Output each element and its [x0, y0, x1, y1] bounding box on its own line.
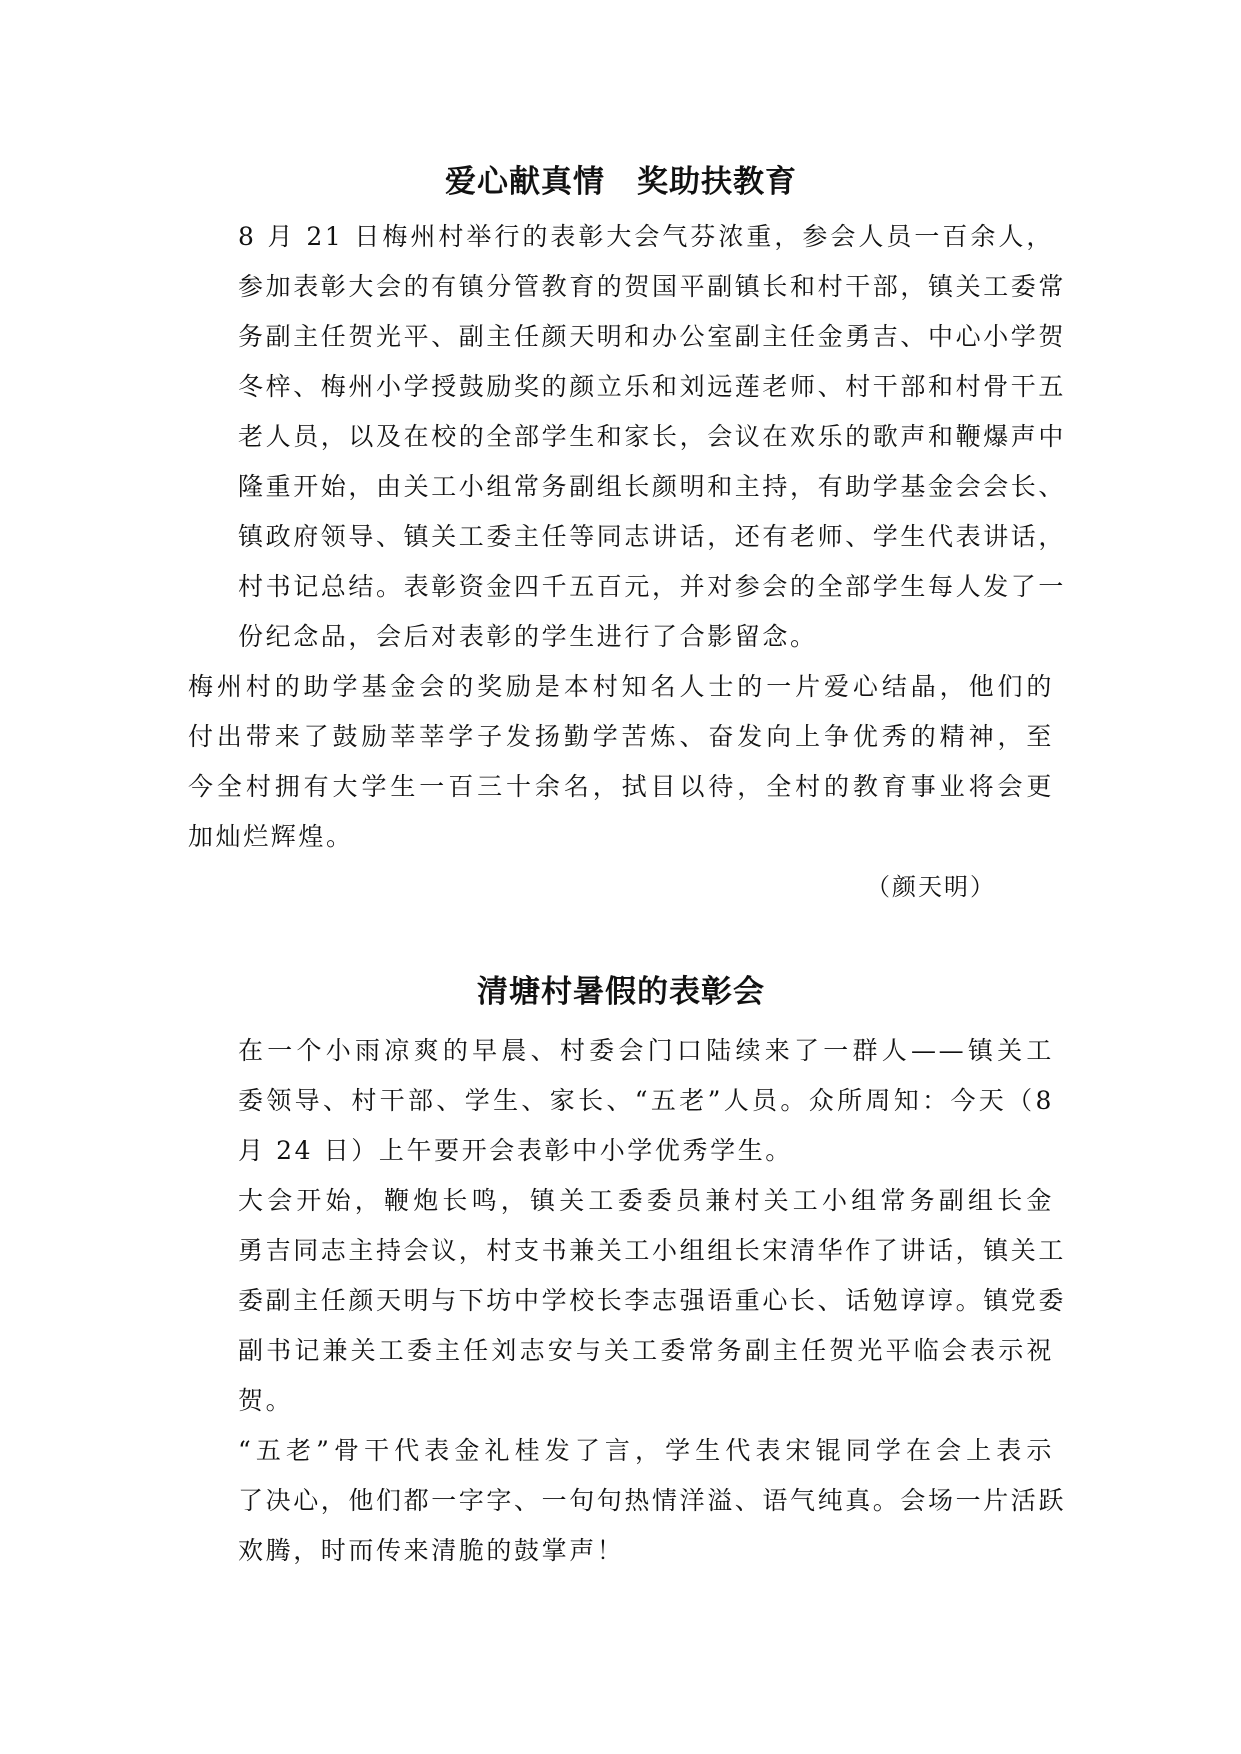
text-line: 月 24 日）上午要开会表彰中小学优秀学生。: [238, 1136, 793, 1165]
text-line: 梅州村的助学基金会的奖励是本村知名人士的一片爱心结晶，他们的: [188, 672, 1054, 701]
article-paragraph: [188, 1176, 1067, 1426]
text-line: 参加表彰大会的有镇分管教育的贺国平副镇长和村干部，镇关工委常: [238, 272, 1067, 301]
text-line: 务副主任贺光平、副主任颜天明和办公室副主任金勇吉、中心小学贺: [238, 322, 1067, 351]
text-line: 在一个小雨凉爽的早晨、村委会门口陆续来了一群人——镇关工: [238, 1036, 1054, 1065]
text-line: 委领导、村干部、学生、家长、“五老”人员。众所周知：今天（8: [238, 1086, 1054, 1115]
text-line: 冬梓、梅州小学授鼓励奖的颜立乐和刘远莲老师、村干部和村骨干五: [238, 372, 1067, 401]
text-line: 副书记兼关工委主任刘志安与关工委常务副主任贺光平临会表示祝: [238, 1336, 1054, 1365]
text-line: 委副主任颜天明与下坊中学校长李志强语重心长、话勉谆谆。镇党委: [238, 1286, 1067, 1315]
text-line: 今全村拥有大学生一百三十余名，拭目以待，全村的教育事业将会更: [188, 772, 1054, 801]
article-title: 爱心献真情 奖助扶教育: [445, 164, 797, 200]
text-line: 镇政府领导、镇关工委主任等同志讲话，还有老师、学生代表讲话，: [238, 522, 1067, 551]
text-line: 隆重开始，由关工小组常务副组长颜明和主持，有助学基金会会长、: [238, 472, 1067, 501]
article-paragraph: [188, 662, 1054, 862]
text-line: 大会开始，鞭炮长鸣，镇关工委委员兼村关工小组常务副组长金: [238, 1186, 1054, 1215]
text-line: 8 月 21 日梅州村举行的表彰大会气芬浓重，参会人员一百余人，: [238, 222, 1054, 251]
article-paragraph: [188, 1426, 1067, 1576]
article-paragraph: [188, 1026, 1054, 1176]
text-line: 份纪念品，会后对表彰的学生进行了合影留念。: [238, 622, 818, 651]
article-title: 清塘村暑假的表彰会: [477, 974, 765, 1010]
text-line: 村书记总结。表彰资金四千五百元，并对参会的全部学生每人发了一: [238, 572, 1067, 601]
article-love-education: [188, 158, 1067, 912]
text-line: “五老”骨干代表金礼桂发了言，学生代表宋锟同学在会上表示: [238, 1436, 1054, 1465]
text-line: 贺。: [238, 1386, 294, 1415]
text-line: 付出带来了鼓励莘莘学子发扬勤学苦炼、奋发向上争优秀的精神，至: [188, 722, 1054, 751]
author-signature: （颜天明）: [866, 873, 996, 901]
text-line: 欢腾，时而传来清脆的鼓掌声！: [238, 1536, 625, 1565]
text-line: 加灿烂辉煌。: [188, 822, 354, 851]
article-summer-ceremony: [188, 968, 1067, 1576]
text-line: 勇吉同志主持会议，村支书兼关工小组组长宋清华作了讲话，镇关工: [238, 1236, 1067, 1265]
text-line: 了决心，他们都一字字、一句句热情洋溢、语气纯真。会场一片活跃: [238, 1486, 1067, 1515]
text-line: 老人员，以及在校的全部学生和家长，会议在欢乐的歌声和鞭爆声中: [238, 422, 1067, 451]
article-paragraph: [188, 212, 1067, 662]
